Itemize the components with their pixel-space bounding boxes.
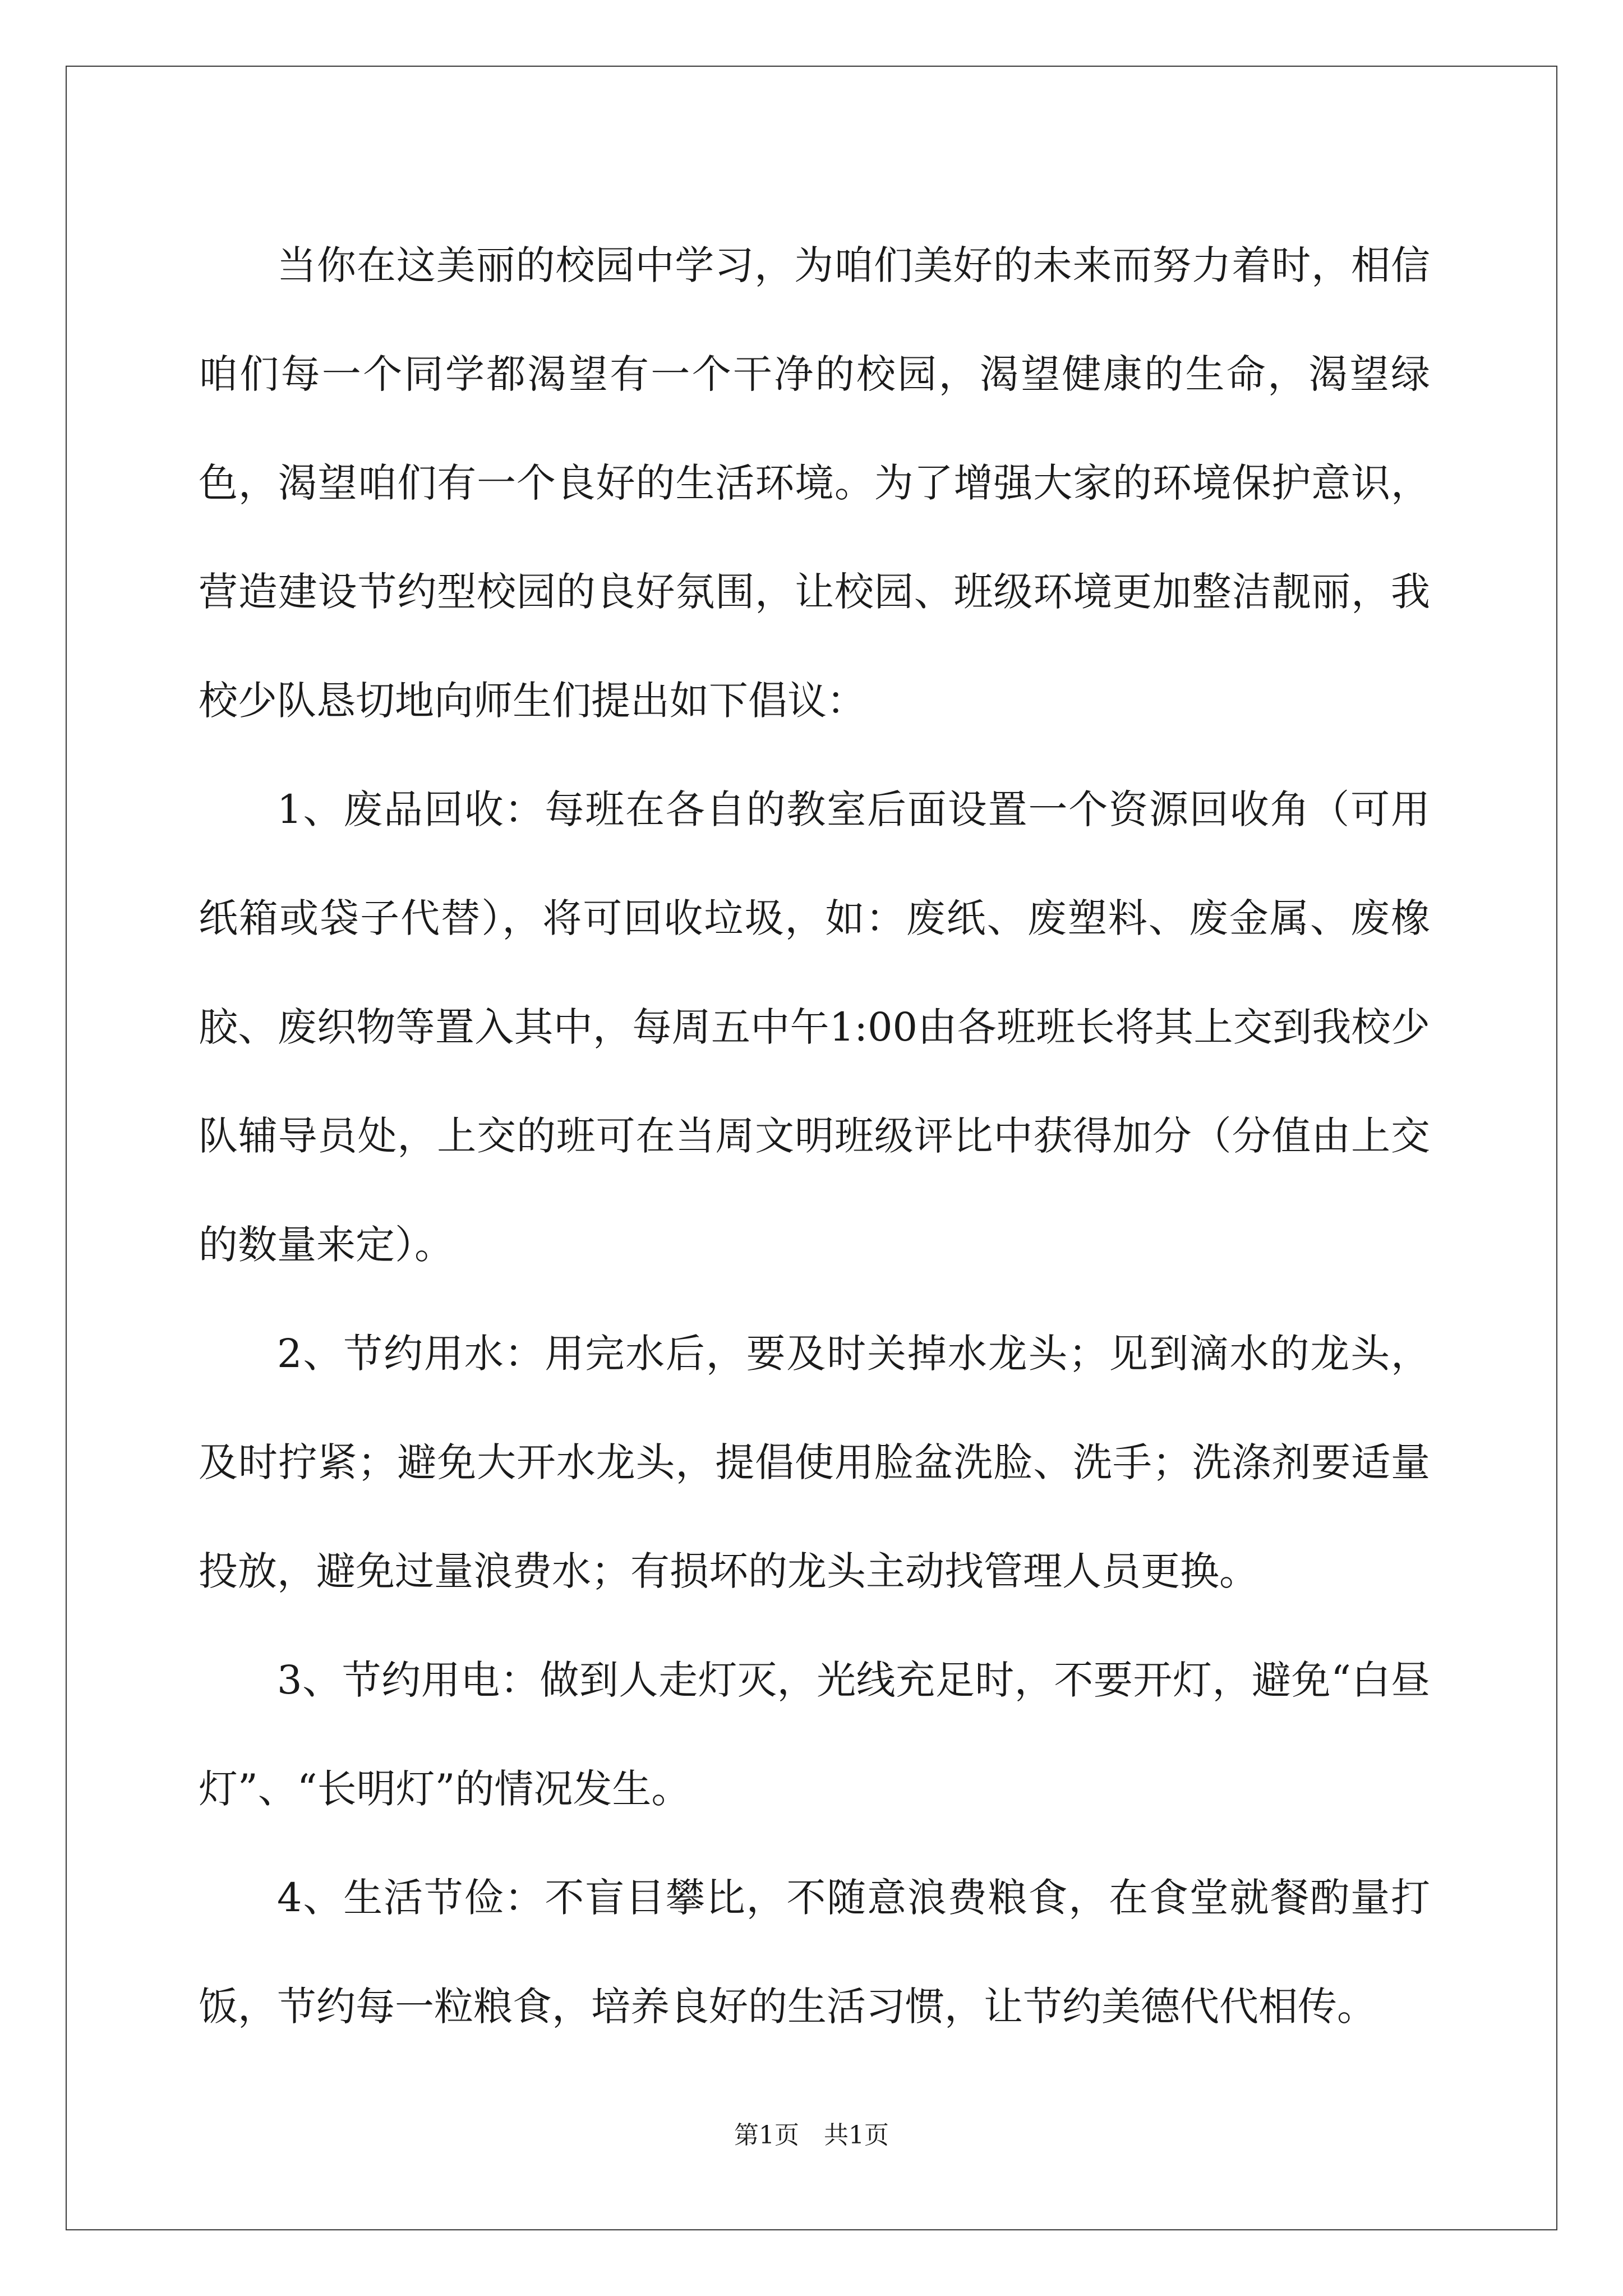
- document-body: [199, 211, 1430, 2061]
- paragraph-item-4: 4、生活节俭：不盲目攀比，不随意浪费粮食，在食堂就餐酌量打饭，节约每一粒粮食，培养良好的生活习惯，让节约美德代代相传。: [199, 1875, 1430, 2030]
- page-total: 共1页: [824, 2121, 889, 2150]
- paragraph-item-1: 1、废品回收：每班在各自的教室后面设置一个资源回收角（可用纸箱或袋子代替），将可回收垃圾，如：废纸、废塑料、废金属、废橡胶、废织物等置入其中，每周五中午1:00由各班班长将其上交到我校少队辅导员处，上交的班可在当周文明班级评比中获得加分（分值由上交的数量来定）。: [199, 786, 1430, 1268]
- paragraph-item-2: 2、节约用水：用完水后，要及时关掉水龙头；见到滴水的龙头，及时拧紧；避免大开水龙头，提倡使用脸盆洗脸、洗手；洗涤剂要适量投放，避免过量浪费水；有损坏的龙头主动找管理人员更换。: [199, 1331, 1430, 1594]
- page-footer: [0, 2115, 1623, 2151]
- paragraph-item-3: 3、节约用电：做到人走灯灭，光线充足时，不要开灯，避免“白昼灯”、“长明灯”的情况发生。: [199, 1657, 1430, 1812]
- page-number: 第1页: [734, 2121, 799, 2150]
- paragraph-intro: 当你在这美丽的校园中学习，为咱们美好的未来而努力着时，相信咱们每一个同学都渴望有一个干净的校园，渴望健康的生命，渴望绿色，渴望咱们有一个良好的生活环境。为了增强大家的环境保护意识，营造建设节约型校园的良好氛围，让校园、班级环境更加整洁靓丽，我校少队恳切地向师生们提出如下倡议：: [199, 242, 1430, 724]
